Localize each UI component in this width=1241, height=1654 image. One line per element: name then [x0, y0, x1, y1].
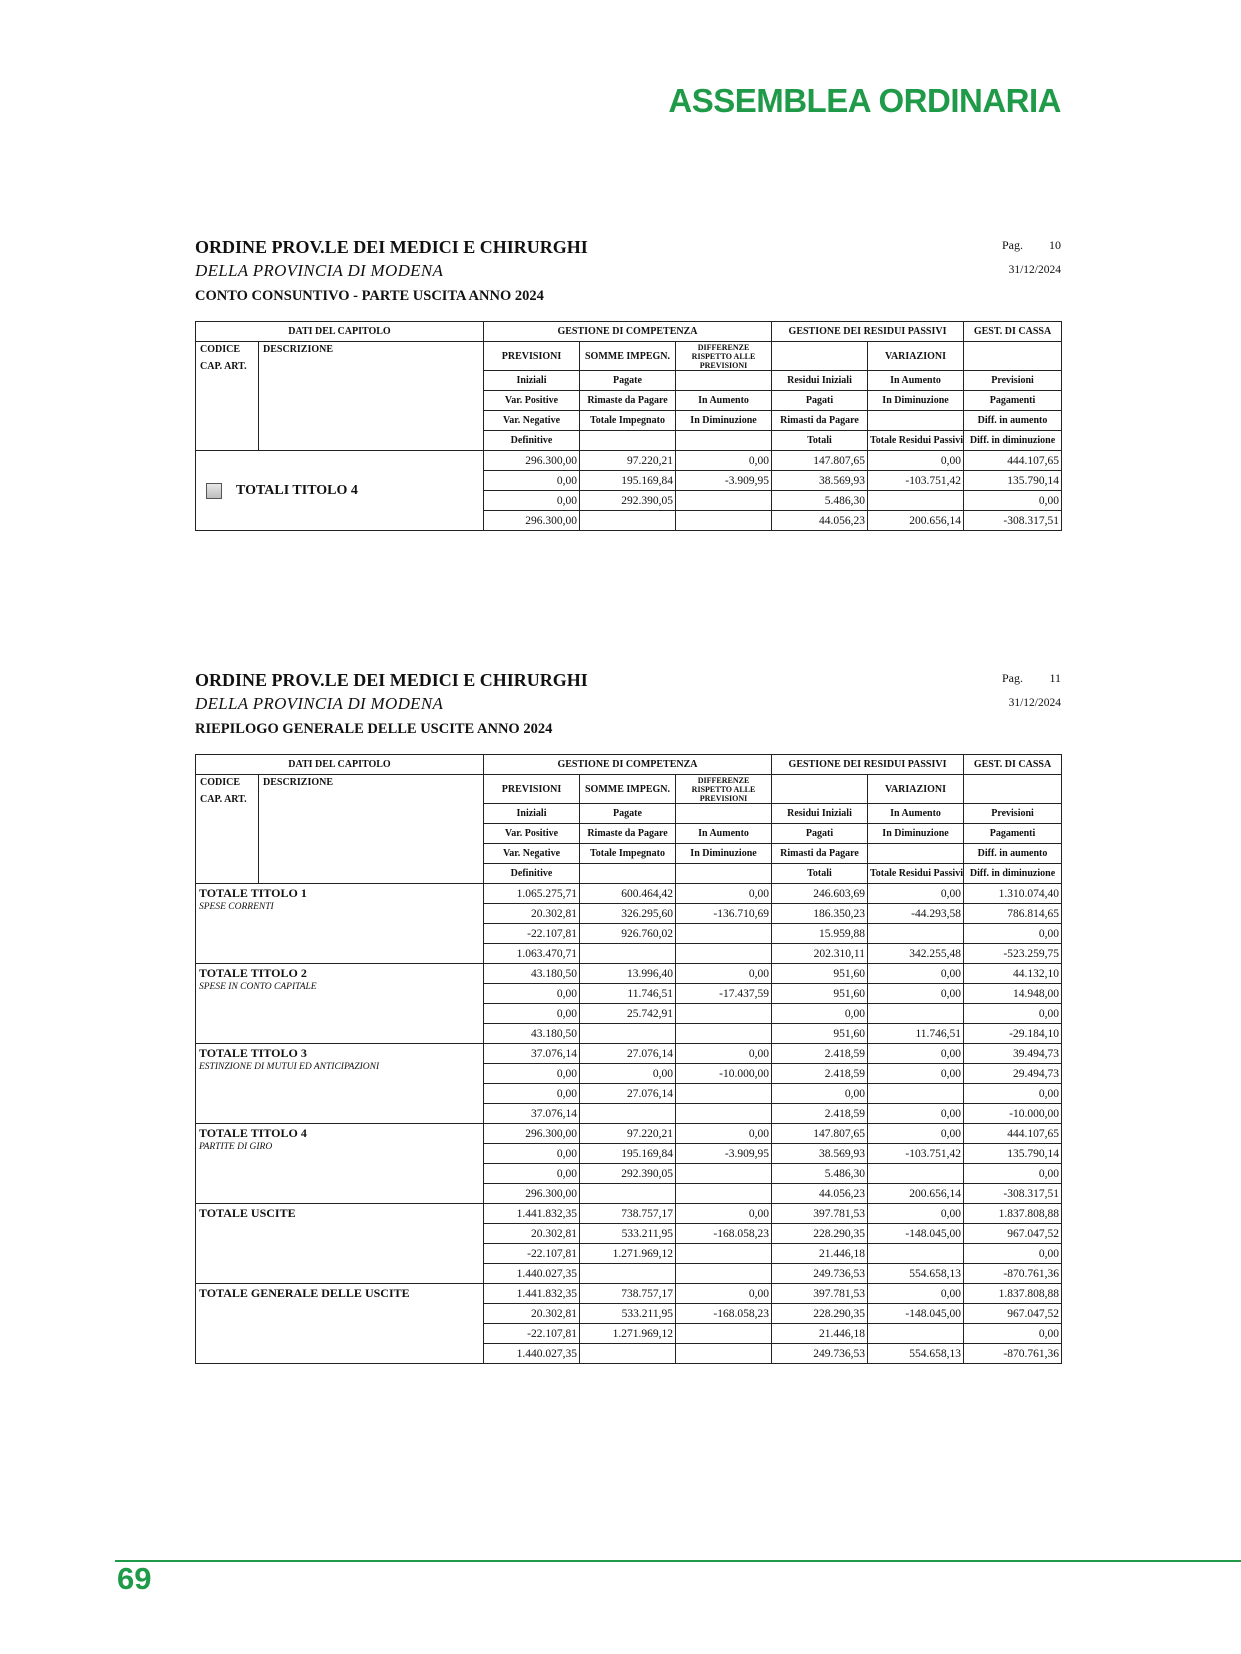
value-cell: 0,00	[484, 1164, 580, 1184]
column-header-cell: Pagate	[580, 371, 676, 391]
report-title: RIEPILOGO GENERALE DELLE USCITE ANNO 2024	[195, 721, 553, 737]
value-cell: 292.390,05	[580, 491, 676, 511]
column-header-cell: In Diminuzione	[868, 391, 964, 411]
value-cell: 249.736,53	[772, 1344, 868, 1364]
value-cell	[580, 1344, 676, 1364]
summary-table	[195, 754, 1062, 1364]
table-row	[196, 1124, 1062, 1144]
column-header-cell: Totali	[772, 864, 868, 884]
totals-title-cell	[196, 451, 484, 531]
value-cell: 296.300,00	[484, 1184, 580, 1204]
group-header: GESTIONE DI COMPETENZA	[484, 322, 772, 342]
value-cell: 0,00	[676, 1204, 772, 1224]
value-cell: 0,00	[964, 1084, 1062, 1104]
report-date: 31/12/2024	[1008, 264, 1061, 276]
value-cell: 11.746,51	[868, 1024, 964, 1044]
table-row	[196, 1284, 1062, 1304]
group-header: GEST. DI CASSA	[964, 322, 1062, 342]
value-cell: 0,00	[868, 1064, 964, 1084]
value-cell: 249.736,53	[772, 1264, 868, 1284]
value-cell	[676, 491, 772, 511]
column-header-cell: Totale Impegnato	[580, 411, 676, 431]
value-cell: 0,00	[868, 1204, 964, 1224]
value-cell: -870.761,36	[964, 1344, 1062, 1364]
descrizione-header: DESCRIZIONE	[259, 775, 484, 884]
value-cell: -168.058,23	[676, 1224, 772, 1244]
column-header-cell: VARIAZIONI	[868, 342, 964, 371]
value-cell: 44.056,23	[772, 511, 868, 531]
column-header-cell	[772, 775, 868, 804]
value-cell: 342.255,48	[868, 944, 964, 964]
value-cell: 951,60	[772, 984, 868, 1004]
value-cell: 97.220,21	[580, 451, 676, 471]
value-cell	[676, 511, 772, 531]
value-cell: 147.807,65	[772, 1124, 868, 1144]
report-page-number: 10	[1049, 238, 1061, 252]
cap-art-label: CAP. ART.	[200, 361, 247, 372]
value-cell: 0,00	[868, 984, 964, 1004]
report-page-number: 11	[1049, 671, 1061, 685]
value-cell: -103.751,42	[868, 471, 964, 491]
value-cell: 444.107,65	[964, 451, 1062, 471]
column-header-cell: Previsioni	[964, 804, 1062, 824]
report-date: 31/12/2024	[1008, 697, 1061, 709]
value-cell: 186.350,23	[772, 904, 868, 924]
column-header-cell: PREVISIONI	[484, 342, 580, 371]
value-cell: 5.486,30	[772, 1164, 868, 1184]
column-header-cell: Pagati	[772, 391, 868, 411]
value-cell: 147.807,65	[772, 451, 868, 471]
value-cell: 1.441.832,35	[484, 1284, 580, 1304]
column-header-cell: Pagati	[772, 824, 868, 844]
value-cell: 0,00	[964, 1164, 1062, 1184]
value-cell: 326.295,60	[580, 904, 676, 924]
value-cell: 0,00	[868, 964, 964, 984]
column-header-cell: Definitive	[484, 431, 580, 451]
header-group-row	[196, 322, 1062, 342]
value-cell: 0,00	[484, 1004, 580, 1024]
column-header-cell: Totale Residui Passivi	[868, 431, 964, 451]
value-cell: 43.180,50	[484, 964, 580, 984]
value-cell: 25.742,91	[580, 1004, 676, 1024]
value-cell: 600.464,42	[580, 884, 676, 904]
report-riepilogo-generale	[195, 670, 1061, 1364]
value-cell: 0,00	[964, 924, 1062, 944]
value-cell: 20.302,81	[484, 904, 580, 924]
value-cell: -10.000,00	[676, 1064, 772, 1084]
group-header: DATI DEL CAPITOLO	[196, 322, 484, 342]
section-banner: ASSEMBLEA ORDINARIA	[668, 82, 1061, 119]
column-header-cell: VARIAZIONI	[868, 775, 964, 804]
group-subtitle: ESTINZIONE DI MUTUI ED ANTICIPAZIONI	[199, 1062, 380, 1072]
group-subtitle: SPESE IN CONTO CAPITALE	[199, 982, 317, 992]
value-cell: -308.317,51	[964, 1184, 1062, 1204]
cap-art-label: CAP. ART.	[200, 794, 247, 805]
value-cell: -22.107,81	[484, 1324, 580, 1344]
value-cell	[676, 924, 772, 944]
value-cell: 135.790,14	[964, 1144, 1062, 1164]
value-cell	[676, 1084, 772, 1104]
value-cell: 0,00	[964, 491, 1062, 511]
descrizione-header: DESCRIZIONE	[259, 342, 484, 451]
value-cell	[868, 491, 964, 511]
column-header-cell: In Aumento	[868, 371, 964, 391]
value-cell: 0,00	[676, 1284, 772, 1304]
value-cell: 0,00	[676, 1044, 772, 1064]
value-cell: 20.302,81	[484, 1224, 580, 1244]
value-cell: -136.710,69	[676, 904, 772, 924]
value-cell	[676, 1244, 772, 1264]
column-header-cell: In Diminuzione	[676, 411, 772, 431]
value-cell: 0,00	[868, 1104, 964, 1124]
value-cell: 2.418,59	[772, 1064, 868, 1084]
column-header-cell: Previsioni	[964, 371, 1062, 391]
value-cell	[580, 1264, 676, 1284]
organization-name: ORDINE PROV.LE DEI MEDICI E CHIRURGHI	[195, 237, 588, 257]
column-header-cell	[772, 342, 868, 371]
value-cell: 37.076,14	[484, 1044, 580, 1064]
value-cell: 951,60	[772, 964, 868, 984]
column-header-cell: Totali	[772, 431, 868, 451]
value-cell: 0,00	[676, 964, 772, 984]
column-header-cell: Iniziali	[484, 804, 580, 824]
value-cell: 38.569,93	[772, 471, 868, 491]
group-subtitle: PARTITE DI GIRO	[199, 1142, 273, 1152]
value-cell: 554.658,13	[868, 1264, 964, 1284]
value-cell: 926.760,02	[580, 924, 676, 944]
value-cell	[580, 1024, 676, 1044]
value-cell: 0,00	[868, 1124, 964, 1144]
value-cell: 0,00	[964, 1324, 1062, 1344]
value-cell: -22.107,81	[484, 1244, 580, 1264]
value-cell: 135.790,14	[964, 471, 1062, 491]
value-cell: 296.300,00	[484, 451, 580, 471]
value-cell: -148.045,00	[868, 1224, 964, 1244]
organization-province: DELLA PROVINCIA DI MODENA	[195, 694, 444, 713]
value-cell: 1.065.275,71	[484, 884, 580, 904]
table-row	[196, 884, 1062, 904]
value-cell: 0,00	[676, 451, 772, 471]
value-cell	[676, 1004, 772, 1024]
value-cell: 444.107,65	[964, 1124, 1062, 1144]
value-cell: 44.132,10	[964, 964, 1062, 984]
group-label-cell	[196, 1204, 484, 1284]
column-header-cell: Var. Negative	[484, 411, 580, 431]
value-cell: -103.751,42	[868, 1144, 964, 1164]
value-cell: 37.076,14	[484, 1104, 580, 1124]
value-cell: 1.440.027,35	[484, 1264, 580, 1284]
column-headers	[196, 322, 1062, 451]
value-cell: 0,00	[964, 1004, 1062, 1024]
codice-label: CODICE	[200, 777, 241, 788]
value-cell: 228.290,35	[772, 1304, 868, 1324]
value-cell: 20.302,81	[484, 1304, 580, 1324]
column-header-cell: Var. Positive	[484, 824, 580, 844]
codice-header	[196, 342, 259, 451]
value-cell: 0,00	[868, 884, 964, 904]
value-cell: 786.814,65	[964, 904, 1062, 924]
value-cell: 1.837.808,88	[964, 1284, 1062, 1304]
value-cell: -3.909,95	[676, 471, 772, 491]
value-cell: 296.300,00	[484, 511, 580, 531]
group-label-cell	[196, 884, 484, 964]
group-label-cell	[196, 1284, 484, 1364]
group-subtitle: SPESE CORRENTI	[199, 902, 274, 912]
column-header-cell: Definitive	[484, 864, 580, 884]
group-label-cell	[196, 964, 484, 1044]
value-cell: 1.271.969,12	[580, 1324, 676, 1344]
value-cell: -870.761,36	[964, 1264, 1062, 1284]
table-row	[196, 451, 1062, 471]
value-cell: 0,00	[772, 1084, 868, 1104]
column-header-cell: In Aumento	[868, 804, 964, 824]
value-cell: 0,00	[484, 471, 580, 491]
value-cell: -17.437,59	[676, 984, 772, 1004]
value-cell: 0,00	[772, 1004, 868, 1024]
value-cell	[580, 511, 676, 531]
organization-name: ORDINE PROV.LE DEI MEDICI E CHIRURGHI	[195, 670, 588, 690]
column-headers	[196, 755, 1062, 884]
value-cell: 14.948,00	[964, 984, 1062, 1004]
value-cell: 1.440.027,35	[484, 1344, 580, 1364]
value-cell: 11.746,51	[580, 984, 676, 1004]
value-cell: 228.290,35	[772, 1224, 868, 1244]
value-cell: 1.063.470,71	[484, 944, 580, 964]
value-cell: 0,00	[964, 1244, 1062, 1264]
value-cell: 0,00	[484, 1064, 580, 1084]
value-cell: -22.107,81	[484, 924, 580, 944]
group-title: TOTALE TITOLO 3	[199, 1046, 307, 1060]
value-cell	[676, 1344, 772, 1364]
column-header-cell: Var. Negative	[484, 844, 580, 864]
codice-header	[196, 775, 259, 884]
column-header-cell	[676, 804, 772, 824]
column-header-cell: Totale Impegnato	[580, 844, 676, 864]
group-header: GESTIONE DI COMPETENZA	[484, 755, 772, 775]
group-header: DATI DEL CAPITOLO	[196, 755, 484, 775]
value-cell: 43.180,50	[484, 1024, 580, 1044]
value-cell: 39.494,73	[964, 1044, 1062, 1064]
value-cell: 0,00	[868, 1284, 964, 1304]
value-cell: 200.656,14	[868, 1184, 964, 1204]
value-cell	[868, 1324, 964, 1344]
column-header-cell: SOMME IMPEGN.	[580, 775, 676, 804]
value-cell: 0,00	[676, 884, 772, 904]
column-header-cell: Pagamenti	[964, 824, 1062, 844]
value-cell	[676, 1264, 772, 1284]
column-header-cell: In Diminuzione	[868, 824, 964, 844]
value-cell: 195.169,84	[580, 1144, 676, 1164]
value-cell: 44.056,23	[772, 1184, 868, 1204]
totals-title-label: TOTALI TITOLO 4	[236, 482, 358, 498]
value-cell	[868, 1244, 964, 1264]
value-cell: 0,00	[580, 1064, 676, 1084]
group-label-cell	[196, 1044, 484, 1124]
value-cell: 0,00	[868, 451, 964, 471]
value-cell: 967.047,52	[964, 1304, 1062, 1324]
value-cell: -29.184,10	[964, 1024, 1062, 1044]
column-header-cell	[868, 844, 964, 864]
group-title: TOTALE USCITE	[199, 1206, 296, 1220]
column-header-cell: In Aumento	[676, 824, 772, 844]
column-header-cell	[580, 864, 676, 884]
value-cell: 533.211,95	[580, 1224, 676, 1244]
value-cell: 38.569,93	[772, 1144, 868, 1164]
value-cell: 13.996,40	[580, 964, 676, 984]
value-cell: 0,00	[484, 491, 580, 511]
table-row	[196, 1204, 1062, 1224]
value-cell: 29.494,73	[964, 1064, 1062, 1084]
group-title: TOTALE TITOLO 2	[199, 966, 307, 980]
value-cell	[868, 1004, 964, 1024]
header-row	[196, 775, 1062, 804]
value-cell: 246.603,69	[772, 884, 868, 904]
value-cell: -44.293,58	[868, 904, 964, 924]
value-cell: 15.959,88	[772, 924, 868, 944]
column-header-cell: Iniziali	[484, 371, 580, 391]
column-header-cell: SOMME IMPEGN.	[580, 342, 676, 371]
value-cell	[580, 944, 676, 964]
value-cell: 21.446,18	[772, 1244, 868, 1264]
value-cell	[580, 1104, 676, 1124]
report-header	[195, 670, 1061, 754]
value-cell	[676, 1024, 772, 1044]
value-cell: 97.220,21	[580, 1124, 676, 1144]
value-cell: 27.076,14	[580, 1084, 676, 1104]
expense-table	[195, 321, 1062, 531]
value-cell	[676, 1184, 772, 1204]
report-header	[195, 237, 1061, 321]
column-header-cell	[676, 431, 772, 451]
organization-province: DELLA PROVINCIA DI MODENA	[195, 261, 444, 280]
value-cell: 554.658,13	[868, 1344, 964, 1364]
column-header-cell	[964, 775, 1062, 804]
value-cell: 2.418,59	[772, 1104, 868, 1124]
column-header-cell: Diff. in diminuzione	[964, 864, 1062, 884]
value-cell: -10.000,00	[964, 1104, 1062, 1124]
value-cell: 21.446,18	[772, 1324, 868, 1344]
value-cell	[676, 1324, 772, 1344]
value-cell: 1.271.969,12	[580, 1244, 676, 1264]
group-label-cell	[196, 1124, 484, 1204]
column-header-cell: Pagamenti	[964, 391, 1062, 411]
header-row	[196, 342, 1062, 371]
value-cell: 2.418,59	[772, 1044, 868, 1064]
column-header-cell: Totale Residui Passivi	[868, 864, 964, 884]
column-header-cell: PREVISIONI	[484, 775, 580, 804]
table-row	[196, 964, 1062, 984]
page-number: 69	[117, 1561, 152, 1596]
value-cell: 5.486,30	[772, 491, 868, 511]
column-header-cell: Diff. in aumento	[964, 411, 1062, 431]
column-header-cell: Diff. in diminuzione	[964, 431, 1062, 451]
column-header-cell: DIFFERENZE RISPETTO ALLE PREVISIONI	[676, 342, 772, 371]
column-header-cell: Residui Iniziali	[772, 371, 868, 391]
value-cell	[676, 944, 772, 964]
group-title: TOTALE GENERALE DELLE USCITE	[199, 1286, 410, 1300]
column-header-cell: In Aumento	[676, 391, 772, 411]
value-cell: 0,00	[868, 1044, 964, 1064]
value-cell: 0,00	[484, 1084, 580, 1104]
column-header-cell: Diff. in aumento	[964, 844, 1062, 864]
value-cell: -308.317,51	[964, 511, 1062, 531]
value-cell: -168.058,23	[676, 1304, 772, 1324]
value-cell: -3.909,95	[676, 1144, 772, 1164]
value-cell	[868, 924, 964, 944]
column-header-cell: Var. Positive	[484, 391, 580, 411]
value-cell: 951,60	[772, 1024, 868, 1044]
codice-label: CODICE	[200, 344, 241, 355]
group-header: GEST. DI CASSA	[964, 755, 1062, 775]
value-cell: 967.047,52	[964, 1224, 1062, 1244]
table-body	[196, 884, 1062, 1364]
report-conto-consuntivo	[195, 237, 1061, 531]
value-cell: 738.757,17	[580, 1204, 676, 1224]
value-cell: 27.076,14	[580, 1044, 676, 1064]
value-cell: 292.390,05	[580, 1164, 676, 1184]
column-header-cell: DIFFERENZE RISPETTO ALLE PREVISIONI	[676, 775, 772, 804]
group-title: TOTALE TITOLO 1	[199, 886, 307, 900]
column-header-cell	[676, 371, 772, 391]
value-cell: 1.441.832,35	[484, 1204, 580, 1224]
column-header-cell: Rimasti da Pagare	[772, 844, 868, 864]
group-header: GESTIONE DEI RESIDUI PASSIVI	[772, 755, 964, 775]
value-cell: -523.259,75	[964, 944, 1062, 964]
value-cell: 195.169,84	[580, 471, 676, 491]
column-header-cell	[580, 431, 676, 451]
report-title: CONTO CONSUNTIVO - PARTE USCITA ANNO 2024	[195, 288, 544, 304]
value-cell	[676, 1104, 772, 1124]
column-header-cell: In Diminuzione	[676, 844, 772, 864]
column-header-cell	[676, 864, 772, 884]
column-header-cell: Rimaste da Pagare	[580, 824, 676, 844]
column-header-cell: Residui Iniziali	[772, 804, 868, 824]
value-cell: 1.837.808,88	[964, 1204, 1062, 1224]
value-cell	[676, 1164, 772, 1184]
group-header: GESTIONE DEI RESIDUI PASSIVI	[772, 322, 964, 342]
value-cell: 738.757,17	[580, 1284, 676, 1304]
value-cell: 296.300,00	[484, 1124, 580, 1144]
value-cell: 0,00	[484, 1144, 580, 1164]
table-body	[196, 451, 1062, 531]
value-cell	[868, 1164, 964, 1184]
table-row	[196, 1044, 1062, 1064]
page-label: Pag.	[1002, 238, 1023, 252]
value-cell: 397.781,53	[772, 1204, 868, 1224]
value-cell: -148.045,00	[868, 1304, 964, 1324]
column-header-cell	[868, 411, 964, 431]
column-header-cell: Rimaste da Pagare	[580, 391, 676, 411]
footer-divider	[115, 1560, 1241, 1562]
header-group-row	[196, 755, 1062, 775]
value-cell: 200.656,14	[868, 511, 964, 531]
checkbox-icon	[206, 483, 222, 499]
page-label: Pag.	[1002, 671, 1023, 685]
value-cell: 397.781,53	[772, 1284, 868, 1304]
value-cell: 533.211,95	[580, 1304, 676, 1324]
value-cell	[580, 1184, 676, 1204]
column-header-cell: Pagate	[580, 804, 676, 824]
value-cell: 202.310,11	[772, 944, 868, 964]
value-cell: 1.310.074,40	[964, 884, 1062, 904]
value-cell: 0,00	[484, 984, 580, 1004]
column-header-cell: Rimasti da Pagare	[772, 411, 868, 431]
column-header-cell	[964, 342, 1062, 371]
value-cell	[868, 1084, 964, 1104]
value-cell: 0,00	[676, 1124, 772, 1144]
group-title: TOTALE TITOLO 4	[199, 1126, 307, 1140]
